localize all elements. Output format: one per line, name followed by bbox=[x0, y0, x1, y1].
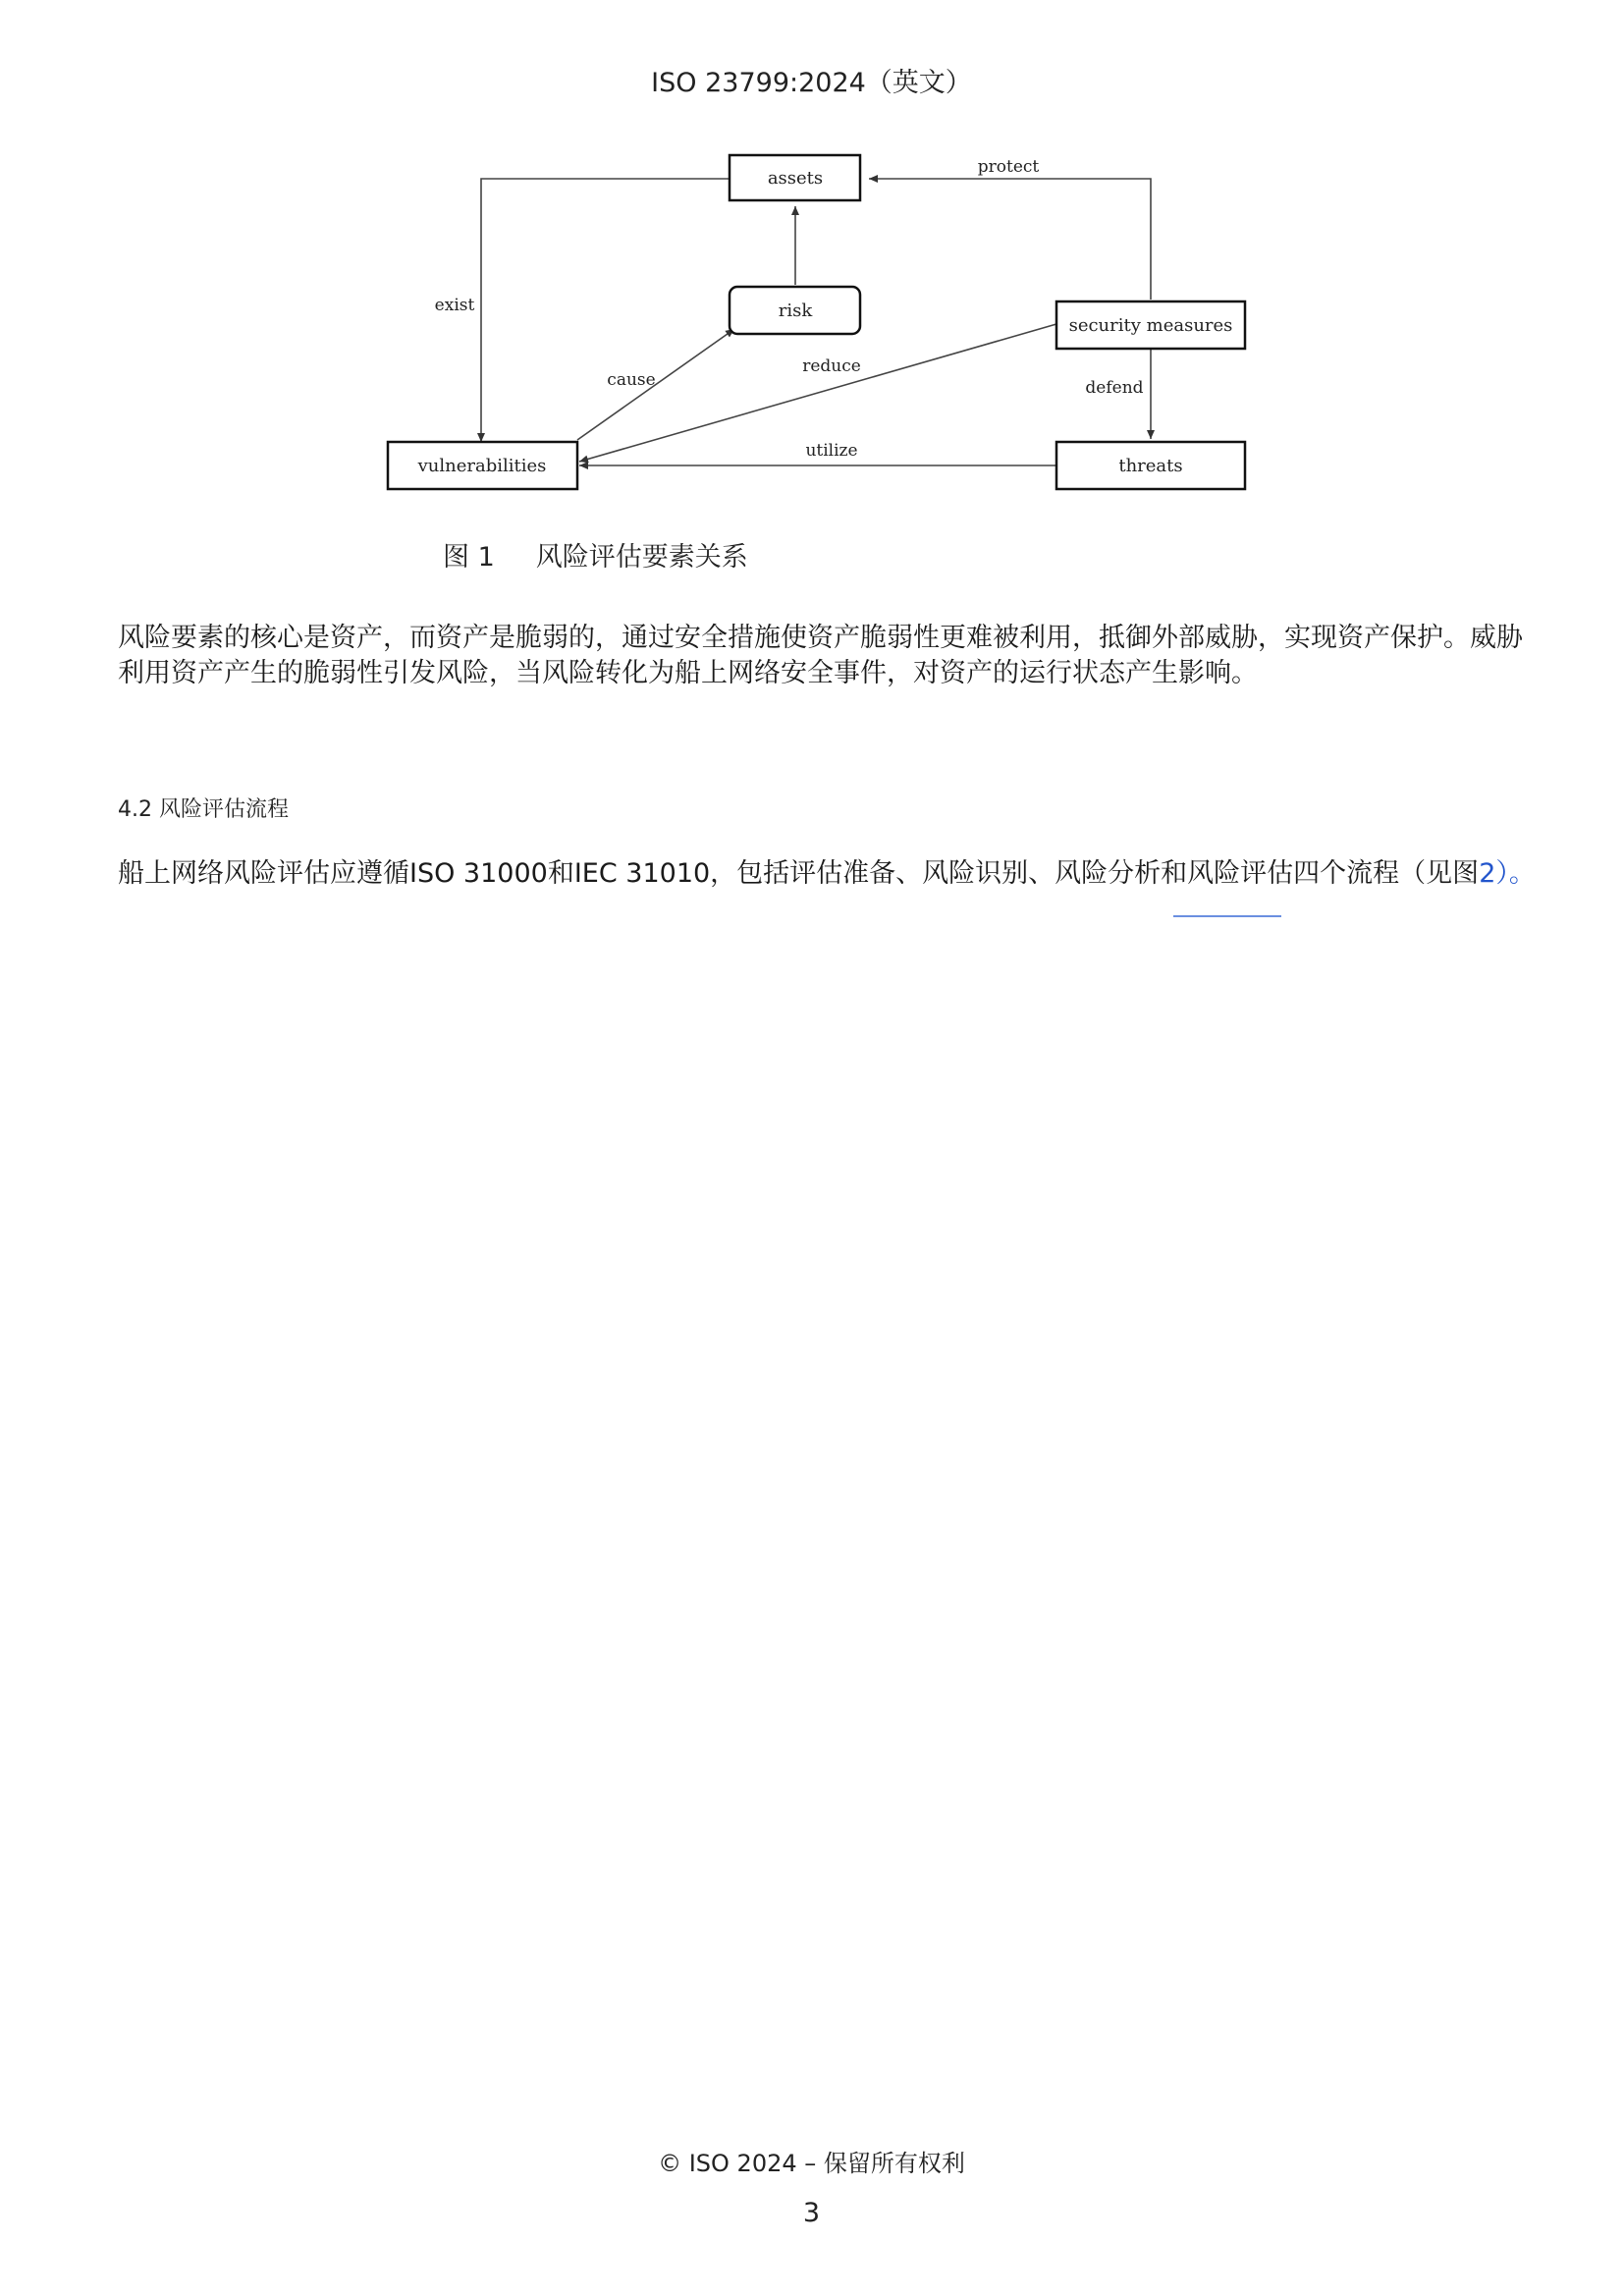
node-security-measures bbox=[1056, 301, 1245, 349]
figure-caption-title: 风险评估要素关系 bbox=[535, 542, 748, 573]
footer-copyright: © ISO 2024 – 保留所有权利 bbox=[658, 2150, 965, 2177]
node-vulnerabilities bbox=[388, 442, 577, 489]
edge-label-utilize: utilize bbox=[805, 441, 858, 461]
edge-label-protect: protect bbox=[977, 157, 1040, 177]
edge-exist bbox=[481, 179, 730, 442]
body-paragraph-1: 风险要素的核心是资产，而资产是脆弱的，通过安全措施使资产脆弱性更难被利用，抵御外部威胁，实现资产保护。威胁利用资产产生的脆弱性引发风险，当风险转化为船上网络安全事件，对资产的运行状态产生影响。 bbox=[118, 623, 1523, 688]
body-paragraph-2 bbox=[118, 856, 1536, 892]
diagram-svg bbox=[373, 147, 1257, 501]
section-heading: 4.2 风险评估流程 bbox=[118, 797, 289, 822]
page-header: ISO 23799:2024（英文） bbox=[651, 68, 972, 98]
node-threats-label: threats bbox=[1118, 456, 1183, 476]
node-security-measures-label: security measures bbox=[1068, 315, 1233, 336]
node-threats bbox=[1056, 442, 1245, 489]
paragraph-2-text: 船上网络风险评估应遵循ISO 31000和IEC 31010，包括评估准备、风险识别、风险分析和风险评估四个流程（见图 bbox=[118, 858, 1480, 889]
edge-label-exist: exist bbox=[434, 296, 475, 315]
link-underline bbox=[1173, 915, 1281, 917]
paragraph-2-end: 。 bbox=[1508, 858, 1536, 889]
edge-label-cause: cause bbox=[607, 370, 656, 390]
node-assets bbox=[730, 155, 860, 200]
node-assets-label: assets bbox=[767, 168, 824, 189]
node-risk-label: risk bbox=[778, 301, 813, 321]
figure-caption bbox=[443, 535, 748, 574]
risk-elements-diagram bbox=[373, 147, 1257, 501]
edge-label-defend: defend bbox=[1085, 378, 1144, 398]
node-risk bbox=[730, 287, 860, 334]
edge-label-reduce: reduce bbox=[802, 356, 861, 376]
node-vulnerabilities-label: vulnerabilities bbox=[417, 456, 547, 476]
figure-2-link[interactable]: 2） bbox=[1479, 858, 1509, 889]
page-number: 3 bbox=[802, 2198, 821, 2228]
figure-caption-number: 图 1 bbox=[443, 542, 495, 573]
edge-protect bbox=[869, 179, 1151, 300]
